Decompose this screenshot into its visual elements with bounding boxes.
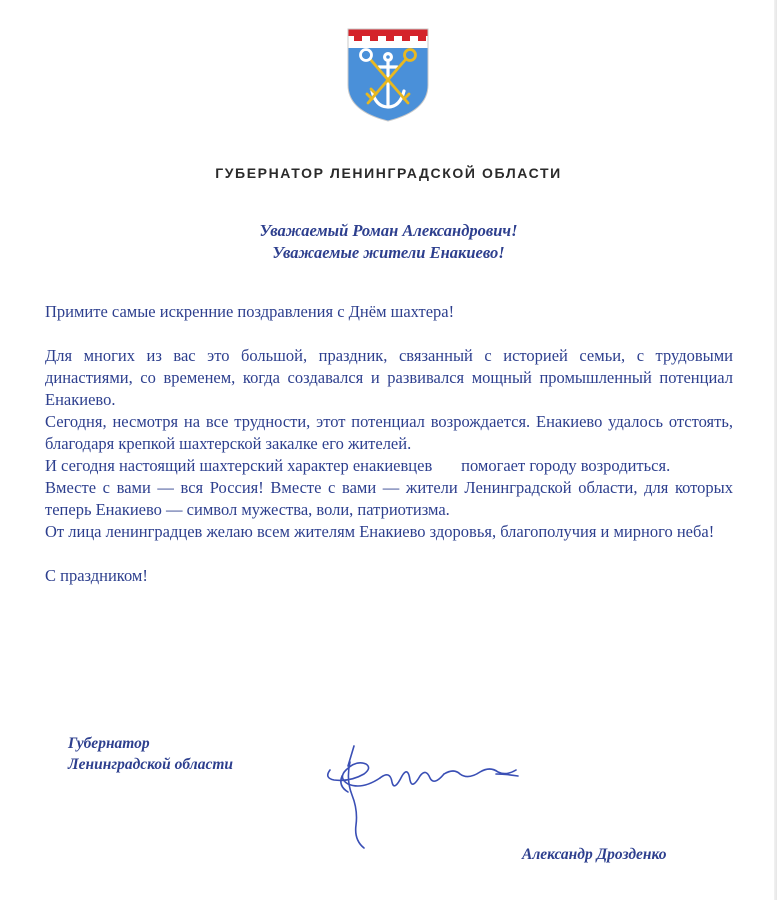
body-paragraph: Вместе с вами — вся Россия! Вместе с вами — жители Ленинградской области, для которых теперь Енакиево — символ мужества, воли, патриотизма. xyxy=(45,478,733,519)
handwritten-signature-icon xyxy=(320,740,525,860)
body-paragraph: И сегодня настоящий шахтерский характер енакиевцев помогает городу возродиться. xyxy=(45,456,671,475)
paragraph-gap xyxy=(45,543,733,565)
coat-of-arms-icon xyxy=(346,27,430,123)
body-paragraph: От лица ленинградцев желаю всем жителям Енакиево здоровья, благополучия и мирного неба! xyxy=(45,522,715,541)
closing-paragraph: С праздником! xyxy=(45,566,148,585)
salutation-line-1: Уважаемый Роман Александрович! xyxy=(259,221,518,240)
greeting-paragraph: Примите самые искренние поздравления с Днём шахтера! xyxy=(45,302,455,321)
signatory-position-line-1: Губернатор xyxy=(68,735,150,752)
body-paragraph: Сегодня, несмотря на все трудности, этот потенциал возрождается. Енакиево удалось отстоять, благодаря крепкой шахтерской закалке его жителей. xyxy=(45,412,733,453)
signatory-position xyxy=(68,733,233,775)
body-paragraph: Для многих из вас это большой, праздник, связанный с историей семьи, с трудовыми династиями, со временем, когда создавался и развивался мощный промышленный потенциал Енакиево. xyxy=(45,346,733,409)
governor-header-title: ГУБЕРНАТОР ЛЕНИНГРАДСКОЙ ОБЛАСТИ xyxy=(215,165,562,181)
paragraph-gap xyxy=(45,323,733,345)
letter-body xyxy=(45,301,733,587)
salutation-line-2: Уважаемые жители Енакиево! xyxy=(272,243,505,262)
salutation-block xyxy=(0,220,777,264)
signatory-position-line-2: Ленинградской области xyxy=(68,756,234,773)
signatory-name: Александр Дрозденко xyxy=(522,846,667,863)
